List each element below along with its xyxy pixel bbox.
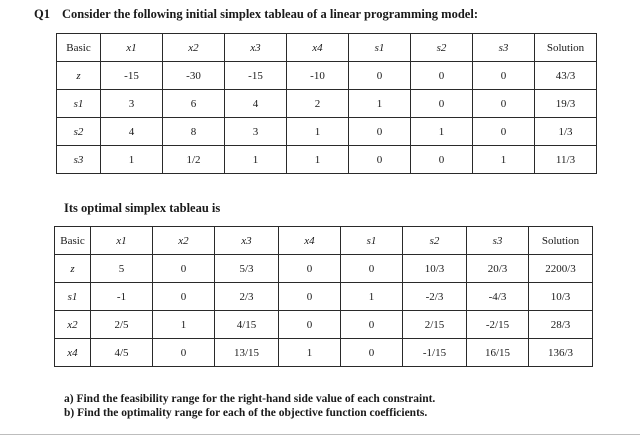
table-row [57,62,597,90]
solution-cell: 136/3 [529,339,593,367]
basic-variable-cell: s2 [57,118,101,146]
coefficient-cell: 1/2 [163,146,225,174]
coefficient-cell: 20/3 [467,255,529,283]
coefficient-cell: 0 [279,283,341,311]
coefficient-cell: 13/15 [215,339,279,367]
table-row [55,283,593,311]
solution-cell: 1/3 [535,118,597,146]
basic-variable-cell: x4 [55,339,91,367]
coefficient-cell: 0 [341,255,403,283]
coefficient-cell: 4 [225,90,287,118]
coefficient-cell: 1 [287,146,349,174]
coefficient-cell: 0 [341,339,403,367]
coefficient-cell: 0 [411,90,473,118]
coefficient-cell: 2/15 [403,311,467,339]
solution-cell: 2200/3 [529,255,593,283]
optimal-simplex-tableau [54,226,593,367]
coefficient-cell: 4/5 [91,339,153,367]
coefficient-cell: 4/15 [215,311,279,339]
coefficient-cell: 6 [163,90,225,118]
coefficient-cell: 1 [473,146,535,174]
basic-variable-cell: x2 [55,311,91,339]
column-header: Basic [55,227,91,255]
column-header: x3 [215,227,279,255]
coefficient-cell: 2 [287,90,349,118]
table-row [55,255,593,283]
coefficient-cell: 0 [473,90,535,118]
column-header: s2 [403,227,467,255]
solution-cell: 10/3 [529,283,593,311]
column-header: Basic [57,34,101,62]
column-header: x4 [287,34,349,62]
coefficient-cell: 3 [101,90,163,118]
coefficient-cell: 5/3 [215,255,279,283]
header-row [55,227,593,255]
column-header: x4 [279,227,341,255]
coefficient-cell: 5 [91,255,153,283]
basic-variable-cell: z [57,62,101,90]
coefficient-cell: -15 [101,62,163,90]
coefficient-cell: 0 [349,146,411,174]
coefficient-cell: 0 [279,255,341,283]
coefficient-cell: 1 [225,146,287,174]
task-b: b) Find the optimality range for each of the objective function coefficients. [64,407,428,419]
table-row [55,311,593,339]
column-header: x2 [163,34,225,62]
coefficient-cell: 0 [411,62,473,90]
coefficient-cell: -2/3 [403,283,467,311]
task-list [64,392,435,420]
page-divider [0,434,640,435]
question-number: Q1 [34,7,50,21]
coefficient-cell: 2/5 [91,311,153,339]
coefficient-cell: 4 [101,118,163,146]
solution-cell: 11/3 [535,146,597,174]
solution-cell: 19/3 [535,90,597,118]
coefficient-cell: 1 [349,90,411,118]
column-header: s3 [473,34,535,62]
coefficient-cell: -1 [91,283,153,311]
coefficient-cell: 0 [473,118,535,146]
coefficient-cell: 0 [473,62,535,90]
optimal-tableau-label: Its optimal simplex tableau is [64,201,221,215]
basic-variable-cell: z [55,255,91,283]
coefficient-cell: 0 [153,339,215,367]
solution-cell: 43/3 [535,62,597,90]
column-header: x1 [91,227,153,255]
column-header: s3 [467,227,529,255]
coefficient-cell: 0 [411,146,473,174]
coefficient-cell: 0 [349,62,411,90]
coefficient-cell: 0 [279,311,341,339]
column-header: x2 [153,227,215,255]
coefficient-cell: 0 [341,311,403,339]
table-row [55,339,593,367]
solution-cell: 28/3 [529,311,593,339]
table-row [57,118,597,146]
coefficient-cell: -4/3 [467,283,529,311]
column-header: Solution [535,34,597,62]
coefficient-cell: -15 [225,62,287,90]
question-heading [34,7,478,22]
column-header: s1 [349,34,411,62]
coefficient-cell: 0 [153,255,215,283]
column-header: Solution [529,227,593,255]
coefficient-cell: 2/3 [215,283,279,311]
coefficient-cell: 10/3 [403,255,467,283]
coefficient-cell: 1 [153,311,215,339]
coefficient-cell: 8 [163,118,225,146]
coefficient-cell: -30 [163,62,225,90]
column-header: s1 [341,227,403,255]
coefficient-cell: 1 [279,339,341,367]
basic-variable-cell: s1 [55,283,91,311]
question-text: Consider the following initial simplex tableau of a linear programming model: [62,7,478,21]
table-row [57,90,597,118]
header-row [57,34,597,62]
coefficient-cell: 0 [153,283,215,311]
coefficient-cell: 1 [411,118,473,146]
basic-variable-cell: s1 [57,90,101,118]
coefficient-cell: 0 [349,118,411,146]
coefficient-cell: -10 [287,62,349,90]
coefficient-cell: -2/15 [467,311,529,339]
coefficient-cell: 1 [287,118,349,146]
coefficient-cell: 1 [101,146,163,174]
column-header: x3 [225,34,287,62]
coefficient-cell: 1 [341,283,403,311]
coefficient-cell: 3 [225,118,287,146]
basic-variable-cell: s3 [57,146,101,174]
coefficient-cell: -1/15 [403,339,467,367]
initial-simplex-tableau [56,33,597,174]
column-header: x1 [101,34,163,62]
task-a: a) Find the feasibility range for the right-hand side value of each constraint. [64,393,436,405]
table-row [57,146,597,174]
coefficient-cell: 16/15 [467,339,529,367]
column-header: s2 [411,34,473,62]
